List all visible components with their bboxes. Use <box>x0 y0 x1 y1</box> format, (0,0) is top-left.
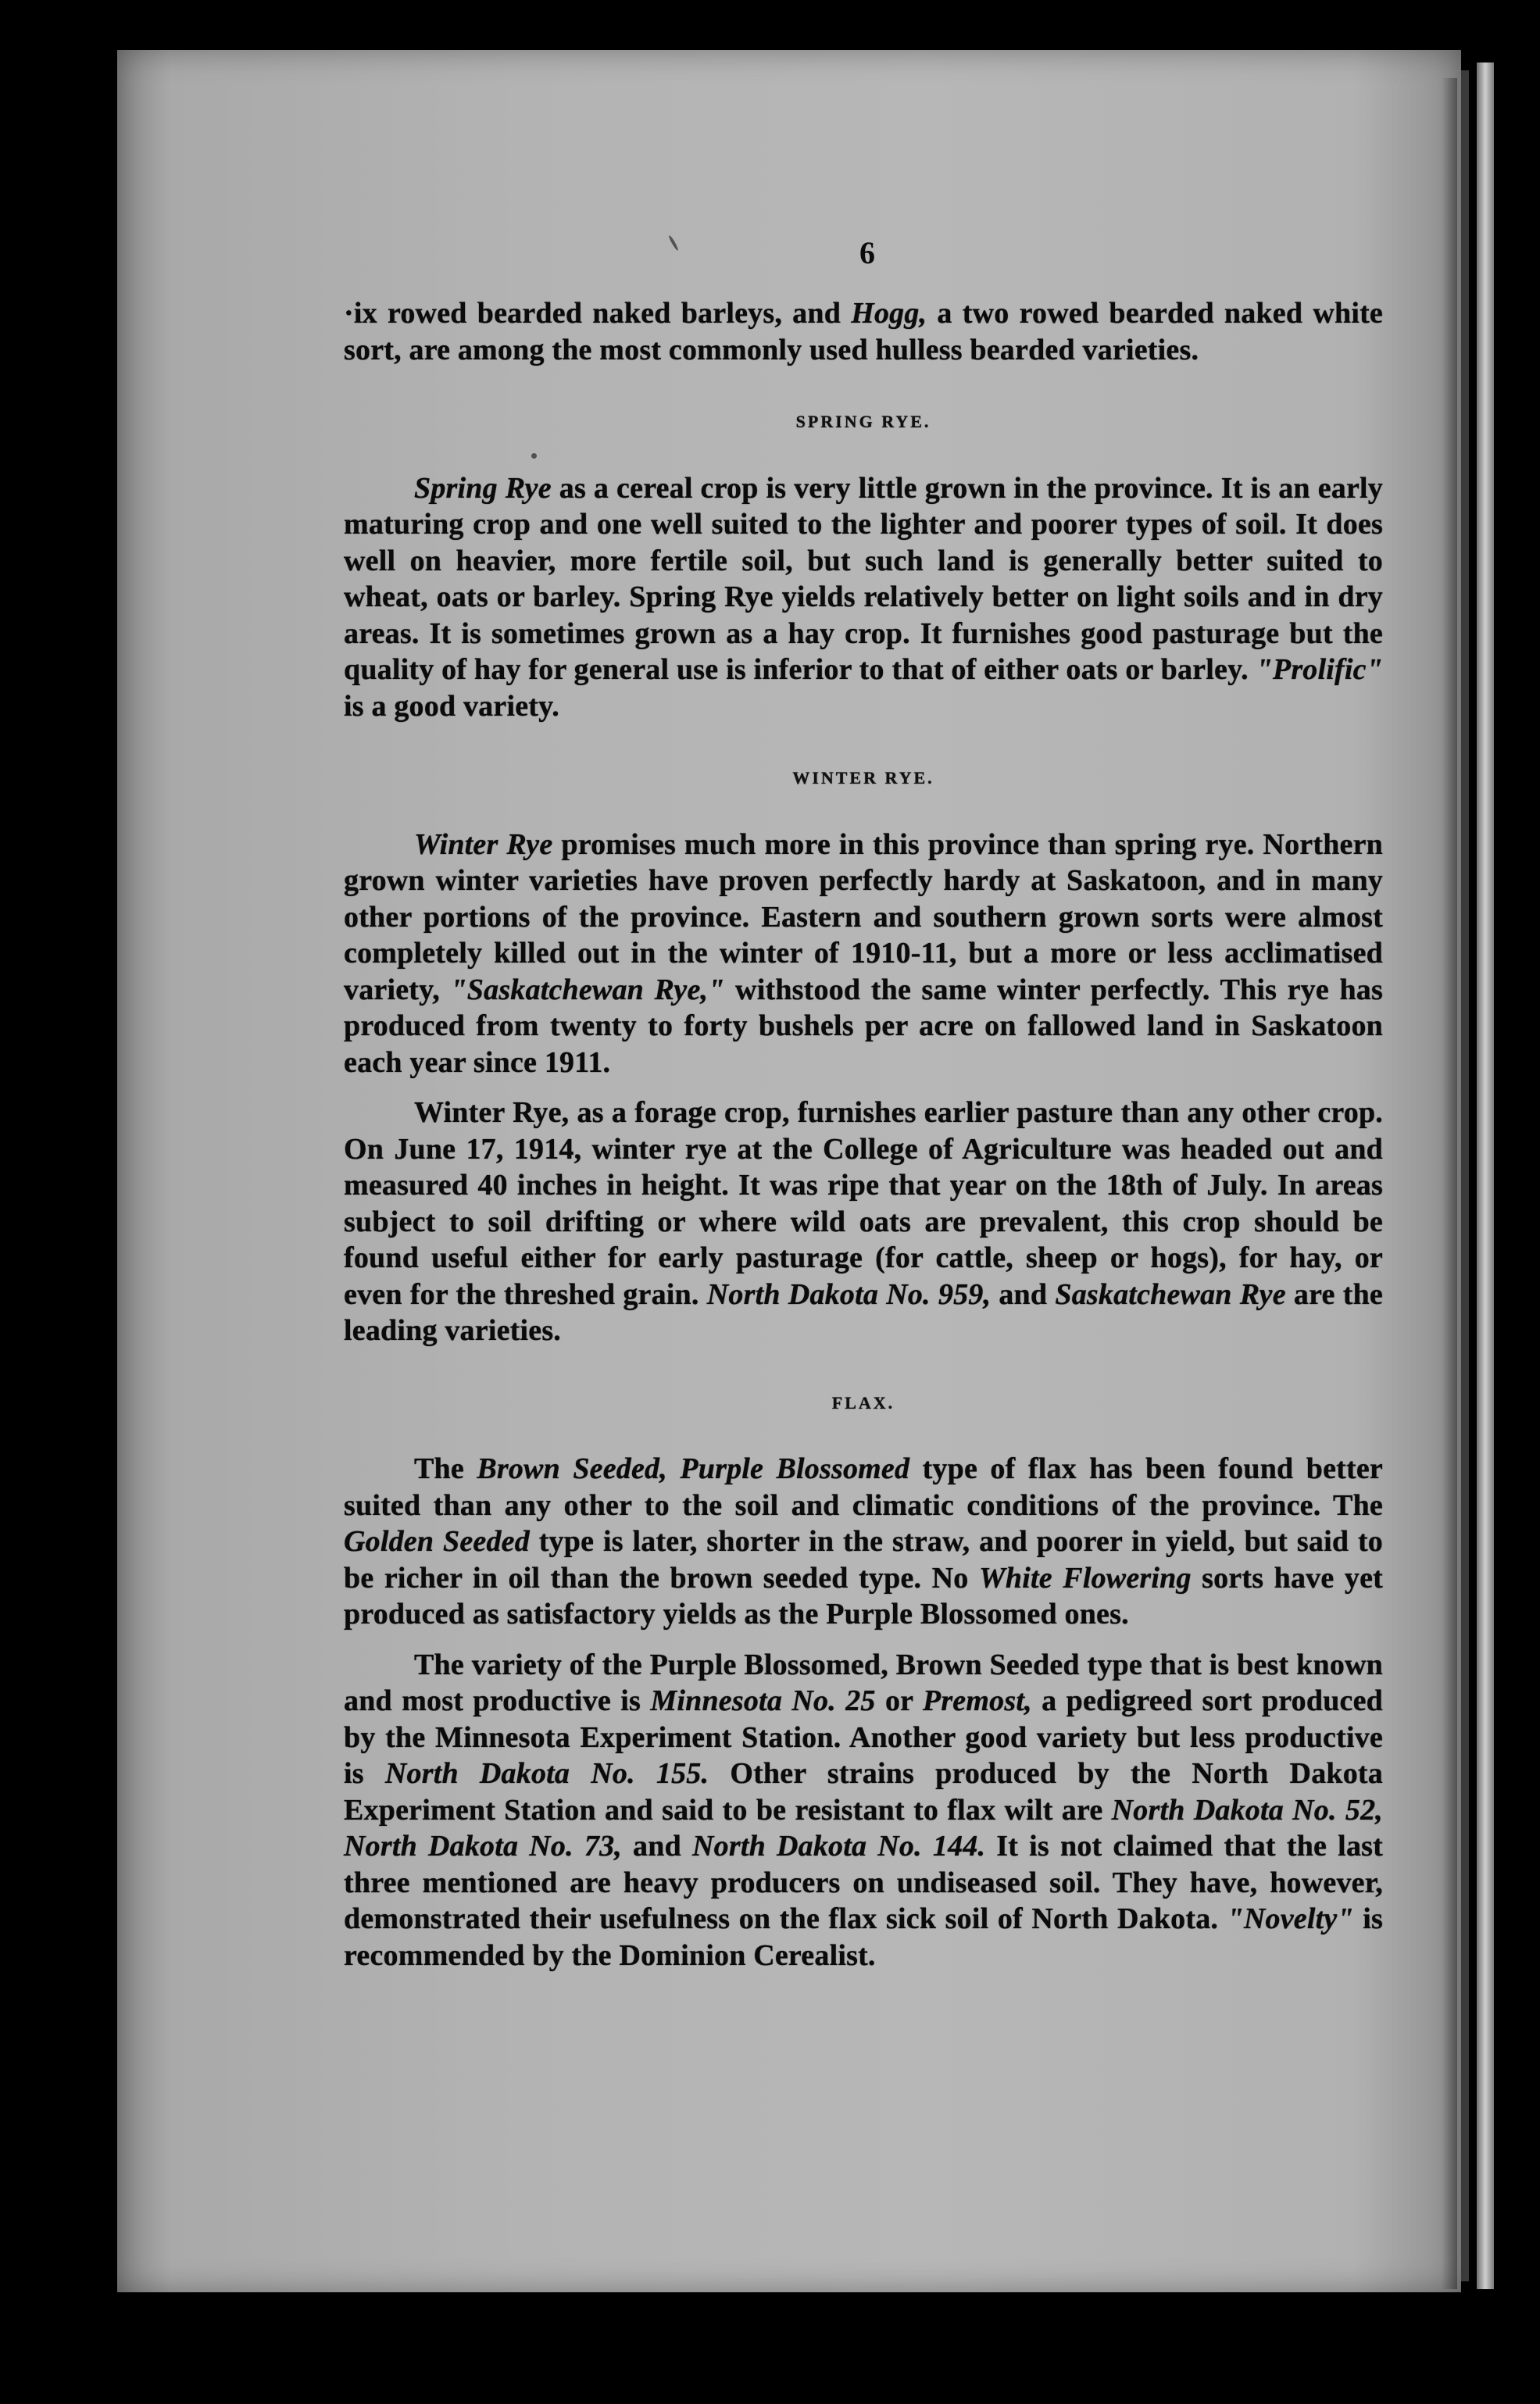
text-run: withstood the same winter perfectly. This rye has produced from twenty to forty bushels per acre on fallowed land in Saskatoon each year since 1911. <box>344 973 1383 1079</box>
text-run: The <box>414 1452 477 1485</box>
variety-name: North Dakota No. 52, North Dakota No. 73, <box>344 1793 1383 1863</box>
text-run: sorts have yet produced as satisfactory yields as the Purple Blossomed ones. <box>344 1561 1383 1631</box>
text-run: is recommended by the Dominion Cerealist. <box>344 1902 1383 1972</box>
variety-name: North Dakota No. 144. <box>692 1830 986 1863</box>
text-run: a pedigreed sort produced by the Minnesota Experiment Station. Another good variety but less productive is <box>344 1684 1384 1790</box>
text-run: and <box>621 1830 692 1863</box>
page-edge-shadow <box>1442 78 1457 2289</box>
page-body <box>344 234 1383 1974</box>
paragraph-flax-1 <box>344 1451 1383 1633</box>
paragraph-barley-continuation <box>344 295 1383 368</box>
flax-type: White Flowering <box>978 1561 1192 1595</box>
page-number: 6 <box>859 235 875 270</box>
variety-name: North Dakota No. 959, <box>706 1277 992 1311</box>
text-run: ·ix rowed bearded naked barleys, and <box>344 297 852 330</box>
page-gutter <box>1461 70 1469 2281</box>
variety-name: Saskatchewan Rye <box>1055 1277 1286 1311</box>
section-heading-flax: FLAX. <box>831 1392 895 1413</box>
section-heading-winter-rye: WINTER RYE. <box>792 768 934 788</box>
paragraph-winter-rye-1 <box>344 827 1383 1081</box>
paragraph-spring-rye <box>344 470 1383 725</box>
text-run: and <box>991 1277 1056 1311</box>
text-run: Winter Rye, as a forage crop, furnishes earlier pasture than any other crop. On June 17, 1914, winter rye at the College of Agriculture was headed out and measured 40 inches in height. It was ripe that year on the 18th of July. In areas subject to soil drifting or where wild oats are prevalent, this crop should be found useful either for early pasturage (for cattle, sheep or hogs), for hay, or even for the threshed grain. <box>344 1096 1383 1311</box>
text-run: type is later, shorter in the straw, and poorer in yield, but said to be richer in oil than the brown seeded type. No <box>344 1525 1383 1595</box>
text-run: promises much more in this province than spring rye. Northern grown winter varieties have proven perfectly hardy at Saskatoon, and in many other portions of the province. Eastern and southern grown sorts were almost completely killed out in the winter of 1910-11, but a more or less acclimatised variety, <box>344 827 1383 1006</box>
text-run: or <box>875 1684 923 1717</box>
section-heading-spring-rye: SPRING RYE. <box>795 412 931 431</box>
text-run: a two rowed bearded naked white sort, are among the most commonly used hulless bearded varieties. <box>344 297 1384 366</box>
variety-name: North Dakota No. 155. <box>384 1757 709 1790</box>
text-run: It is not claimed that the last three mentioned are heavy producers on undiseased soil. They have, however, demonstrated their usefulness on the flax sick soil of North Dakota. <box>344 1830 1383 1935</box>
crop-name: Spring Rye <box>414 471 552 505</box>
crop-name: Winter Rye <box>414 827 553 861</box>
text-run: The variety of the Purple Blossomed, Brown Seeded type that is best known and most productive is <box>344 1648 1383 1717</box>
text-run: type of flax has been found better suited than any other to the soil and climatic conditions of the province. The <box>344 1452 1383 1522</box>
variety-name: Hogg, <box>851 297 927 330</box>
paragraph-winter-rye-2 <box>344 1095 1383 1349</box>
text-run: is a good variety. <box>344 689 559 723</box>
variety-name: "Novelty" <box>1227 1902 1354 1935</box>
variety-name: "Prolific" <box>1256 653 1383 686</box>
variety-name: Premost, <box>922 1684 1032 1717</box>
adjacent-page-edge <box>1477 63 1494 2289</box>
paragraph-flax-2 <box>344 1647 1383 1974</box>
variety-name: "Saskatchewan Rye," <box>450 973 725 1006</box>
variety-name: Minnesota No. 25 <box>650 1684 876 1717</box>
flax-type: Brown Seeded, Purple Blossomed <box>477 1452 910 1485</box>
flax-type: Golden Seeded <box>344 1525 530 1558</box>
text-run: are the leading varieties. <box>344 1277 1383 1347</box>
text-run: Other strains produced by the North Dakota Experiment Station and said to be resistant to flax wilt are <box>344 1757 1383 1827</box>
text-run: as a cereal crop is very little grown in the province. It is an early maturing crop and one well suited to the lighter and poorer types of soil. It does well on heavier, more fertile soil, but such land is generally better suited to wheat, oats or barley. Spring Rye yields relatively better on light soils and in dry areas. It is sometimes grown as a hay crop. It furnishes good pasturage but the quality of hay for general use is inferior to that of either oats or barley. <box>344 471 1384 686</box>
